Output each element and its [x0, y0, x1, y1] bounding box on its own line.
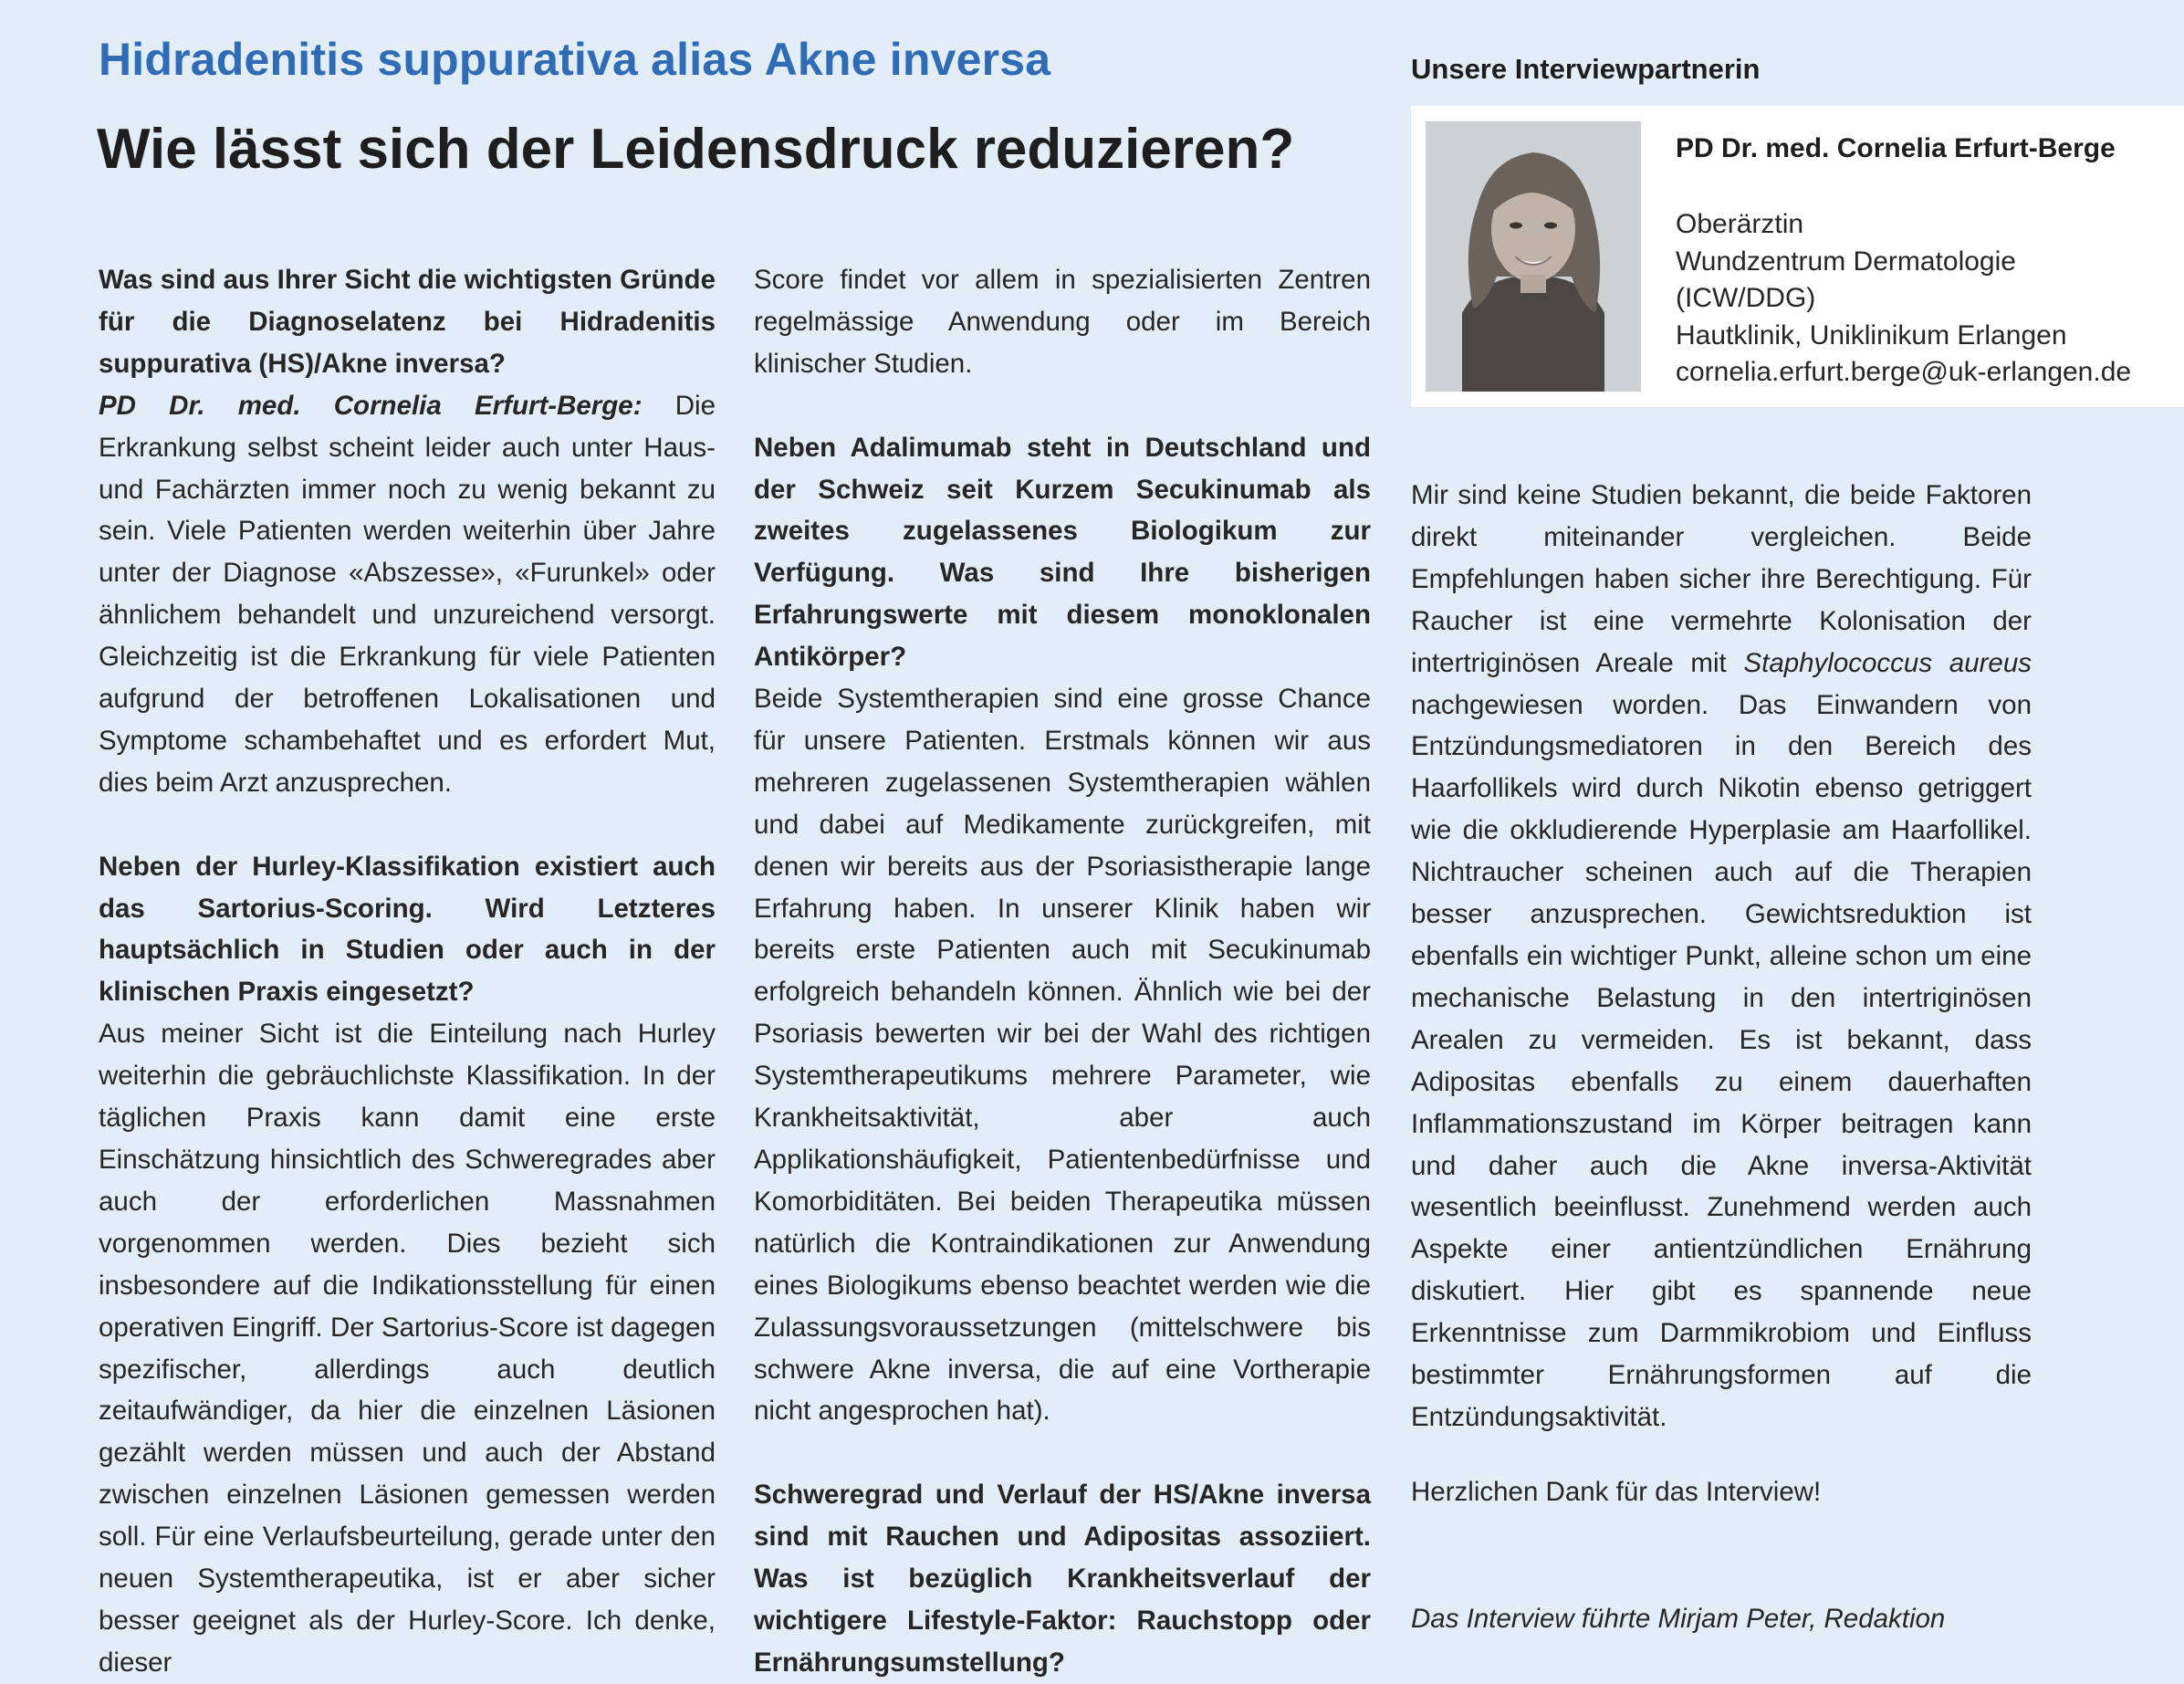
- question-3: Neben Adalimumab steht in Deutschland und der Schweiz seit Kurzem Secukinumab als zweites zugelassenes Biologikum zur Verfügung. Was sind Ihre bisherigen Erfahrungswerte mit diesem monoklonalen Antikörper?: [754, 432, 1371, 673]
- question-4: Schweregrad und Verlauf der HS/Akne inversa sind mit Rauchen und Adipositas assoziiert. Was ist bezüglich Krankheitsverlauf der wichtigere Lifestyle-Faktor: Rauchstopp oder Ernährungsumstellung?: [754, 1480, 1371, 1678]
- paragraph-gap: [754, 1432, 1371, 1474]
- answer-4-italic: Staphylococcus aureus: [1743, 647, 2032, 678]
- info-affiliation: (ICW/DDG): [1676, 283, 1816, 313]
- interview-partner-info: [1676, 206, 2131, 392]
- info-department: Wundzentrum Dermatologie: [1676, 246, 2016, 277]
- info-position: Oberärztin: [1676, 209, 1804, 239]
- answer-2-continued: Score findet vor allem in spezialisierten Zentren regelmässige Anwendung oder im Bereich klinischer Studien.: [754, 265, 1371, 379]
- info-clinic: Hautklinik, Uniklinikum Erlangen: [1676, 319, 2067, 350]
- answer-2: Aus meiner Sicht ist die Einteilung nach Hurley weiterhin die gebräuchlichste Klassifikation. In der täglichen Praxis kann damit eine erste Einschätzung hinsichtlich des Schweregrades aber auch der erforderlichen Massnahmen vorgenommen werden. Dies bezieht sich insbesondere auf die Indikationsstellung für einen operativen Eingriff. Der Sartorius-Score ist dagegen spezifischer, allerdings auch deutlich zeitaufwändiger, da hier die einzelnen Läsionen gezählt werden müssen und auch der Abstand zwischen einzelnen Läsionen gemessen werden soll. Für eine Verlaufsbeurteilung, gerade unter den neuen Systemtherapeutika, ist er aber sicher besser geeignet als der Hurley-Score. Ich denke, dieser: [99, 1019, 716, 1678]
- answer-4: [1411, 475, 2032, 1438]
- article-headline: Wie lässt sich der Leidensdruck reduzieren?: [97, 118, 1295, 181]
- article-column-3: [1411, 475, 2032, 1438]
- question-2: Neben der Hurley-Klassifikation existiert auch das Sartorius-Scoring. Wird Letzteres hauptsächlich in Studien oder auch in der klinischen Praxis eingesetzt?: [99, 851, 716, 1008]
- article-column-1: [99, 259, 716, 1684]
- interview-signature: Das Interview führte Mirjam Peter, Redaktion: [1411, 1604, 1946, 1634]
- interview-partner-title: Unsere Interviewpartnerin: [1411, 53, 1761, 85]
- paragraph-gap: [754, 385, 1371, 427]
- paragraph-gap: [99, 804, 716, 846]
- info-email[interactable]: cornelia.erfurt.berge@uk-erlangen.de: [1676, 357, 2132, 387]
- answer-3: Beide Systemtherapien sind eine grosse Chance für unsere Patienten. Erstmals können wir aus mehreren zugelassenen Systemtherapien wählen und dabei auf Medikamente zurückgreifen, mit denen wir bereits aus der Psoriasistherapie lange Erfahrung haben. In unserer Klinik haben wir bereits erste Patienten auch mit Secukinumab erfolgreich behandeln können. Ähnlich wie bei der Psoriasis bewerten wir bei der Wahl des richtigen Systemtherapeutikums mehrere Parameter, wie Krankheitsaktivität, aber auch Applikationshäufigkeit, Patientenbedürfnisse und Komorbiditäten. Bei beiden Therapeutika müssen natürlich die Kontraindikationen zur Anwendung eines Biologikums ebenso beachtet werden wie die Zulassungsvoraussetzungen (mittelschwere bis schwere Akne inversa, die auf eine Vortherapie nicht angesprochen hat).: [754, 684, 1371, 1427]
- closing-thanks: Herzlichen Dank für das Interview!: [1411, 1477, 1822, 1507]
- answer-1-speaker: PD Dr. med. Cornelia Erfurt-Berge:: [99, 390, 643, 421]
- answer-1-text: Die Erkrankung selbst scheint leider auch unter Haus- und Fachärzten immer noch zu wenig bekannt zu sein. Viele Patienten werden weiterhin über Jahre unter der Diagnose «Abszesse», «Furunkel» oder ähnlichem behandelt und unzureichend versorgt. Gleichzeitig ist die Erkrankung für viele Patienten aufgrund der betroffenen Lokalisationen und Symptome schambehaftet und es erfordert Mut, dies beim Arzt anzusprechen.: [99, 390, 716, 798]
- question-1: Was sind aus Ihrer Sicht die wichtigsten Gründe für die Diagnoselatenz bei Hidradenitis suppurativa (HS)/Akne inversa?: [99, 265, 716, 379]
- interview-partner-card: [1411, 106, 2184, 407]
- interview-partner-name: PD Dr. med. Cornelia Erfurt-Berge: [1676, 133, 2116, 163]
- article-column-2: [754, 259, 1371, 1684]
- answer-4-text-a: Mir sind keine Studien bekannt, die beide Faktoren direkt miteinander vergleichen. Beide Empfehlungen haben sicher ihre Berechtigung. Für Raucher ist eine vermehrte Kolonisation der intertriginösen Areale mit: [1411, 480, 2032, 678]
- answer-1: [99, 385, 716, 804]
- portrait-photo: [1426, 121, 1641, 392]
- answer-4-text-b: nachgewiesen worden. Das Einwandern von Entzündungsmediatoren in den Bereich des Haarfollikels wird durch Nikotin ebenso getriggert wie die okkludierende Hyperplasie am Haarfollikel. Nichtraucher scheinen auch auf die Therapien besser anzusprechen. Gewichtsreduktion ist ebenfalls ein wichtiger Punkt, alleine schon um eine mechanische Belastung in den intertriginösen Arealen zu vermeiden. Es ist bekannt, dass Adipositas ebenfalls zu einem dauerhaften Inflammationszustand im Körper beitragen kann und daher auch die Akne inversa-Aktivität wesentlich beeinflusst. Zunehmend werden auch Aspekte einer antientzündlichen Ernährung diskutiert. Hier gibt es spannende neue Erkenntnisse zum Darmmikrobiom und Einfluss bestimmter Ernährungsformen auf die Entzündungsaktivität.: [1411, 689, 2032, 1432]
- portrait-illustration: [1426, 121, 1641, 392]
- article-kicker: Hidradenitis suppurativa alias Akne inversa: [99, 34, 1051, 85]
